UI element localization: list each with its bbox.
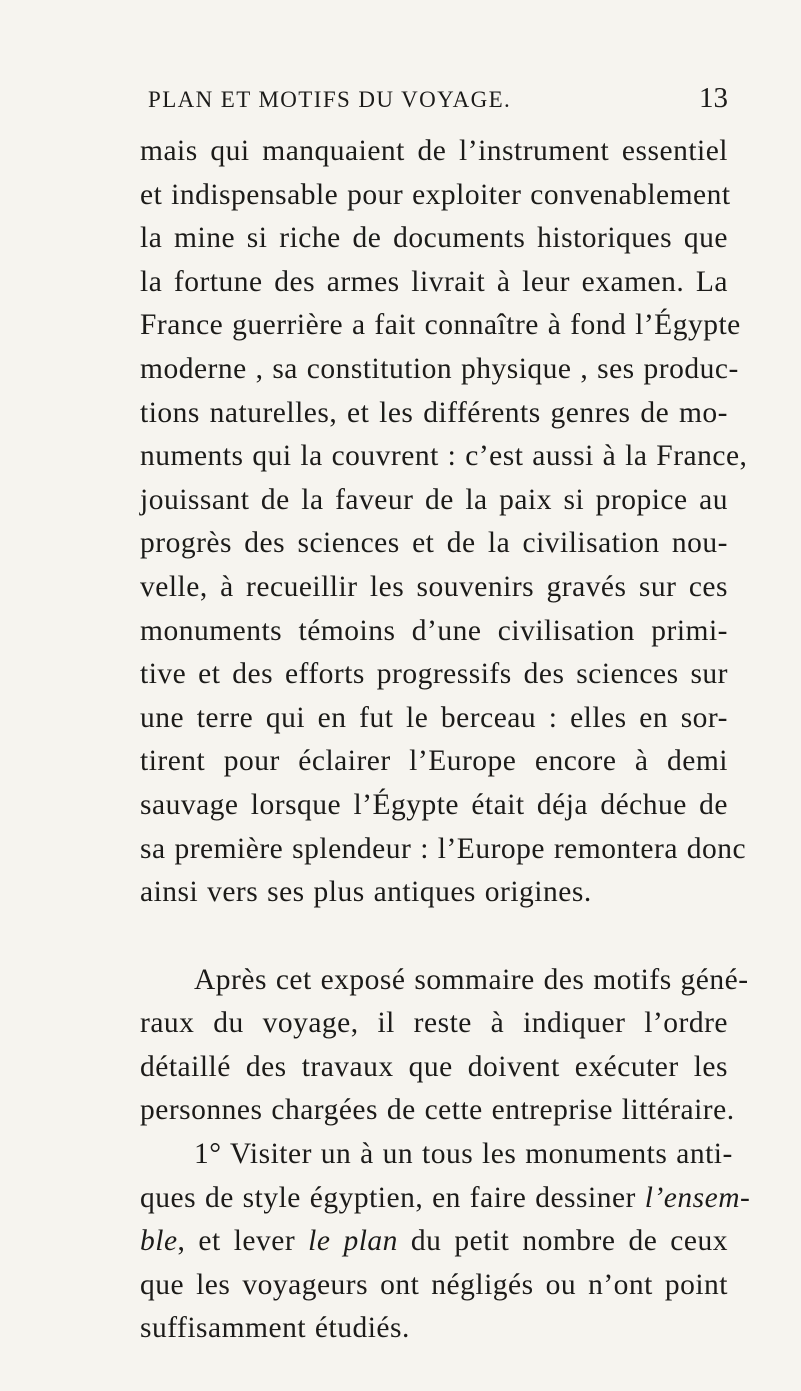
body-text (140, 130, 751, 1351)
text-line: progrès des sciences et de la civilisation nou- (140, 527, 728, 560)
text-line: et indispensable pour exploiter convenablement (140, 178, 731, 211)
text-line (140, 1220, 728, 1264)
text-line: jouissant de la faveur de la paix si propice au (140, 483, 728, 516)
text-line: numents qui la couvrent : c’est aussi à la France, (140, 440, 748, 473)
text-line: sa première splendeur : l’Europe remontera donc (140, 832, 747, 865)
text-run: ques de style égyptien, en faire dessiner (140, 1181, 645, 1214)
text-run: , et lever (177, 1225, 309, 1258)
paragraph-2 (140, 959, 749, 1133)
italic-term: l’ensem- (644, 1181, 751, 1214)
paragraph-1 (140, 130, 748, 915)
paragraph-gap (140, 915, 728, 959)
text-line: personnes chargées de cette entreprise littéraire. (140, 1094, 735, 1127)
text-line (140, 1177, 751, 1221)
text-line: moderne , sa constitution physique , ses produc- (140, 352, 739, 385)
italic-term: ble (140, 1225, 178, 1258)
text-run: du petit nombre de ceux (397, 1225, 728, 1258)
text-line: France guerrière a fait connaître à fond l’Égypte (140, 309, 741, 342)
running-title: PLAN ET MOTIFS DU VOYAGE. (148, 87, 512, 112)
text-line: la fortune des armes livrait à leur examen. La (140, 265, 728, 298)
text-line: détaillé des travaux que doivent exécuter les (140, 1050, 728, 1083)
page-number: 13 (699, 82, 728, 114)
text-line: 1° Visiter un à un tous les monuments anti- (194, 1138, 733, 1171)
text-line: tive et des efforts progressifs des sciences sur (140, 658, 728, 691)
text-line: que les voyageurs ont négligés ou n’ont point (140, 1268, 728, 1301)
text-line: sauvage lorsque l’Égypte était déja déchue de (140, 788, 728, 821)
running-head (140, 83, 728, 117)
text-line: raux du voyage, il reste à indiquer l’ordre (140, 1007, 728, 1040)
text-line: la mine si riche de documents historiques que (140, 222, 728, 255)
text-line: mais qui manquaient de l’instrument essentiel (140, 135, 728, 167)
text-line: velle, à recueillir les souvenirs gravés sur ces (140, 570, 728, 603)
text-line: ainsi vers ses plus antiques origines. (140, 876, 592, 909)
text-line: monuments témoins d’une civilisation primi- (140, 614, 728, 647)
text-line: Après cet exposé sommaire des motifs géné- (194, 963, 749, 996)
text-line: tions naturelles, et les différents genres de mo- (140, 396, 728, 429)
text-line: tirent pour éclairer l’Europe encore à demi (140, 745, 728, 778)
text-line: une terre qui en fut le berceau : elles en sor- (140, 701, 728, 734)
text-line: suffisamment étudiés. (140, 1312, 410, 1345)
paragraph-3 (140, 1133, 751, 1351)
italic-term: le plan (308, 1225, 398, 1258)
